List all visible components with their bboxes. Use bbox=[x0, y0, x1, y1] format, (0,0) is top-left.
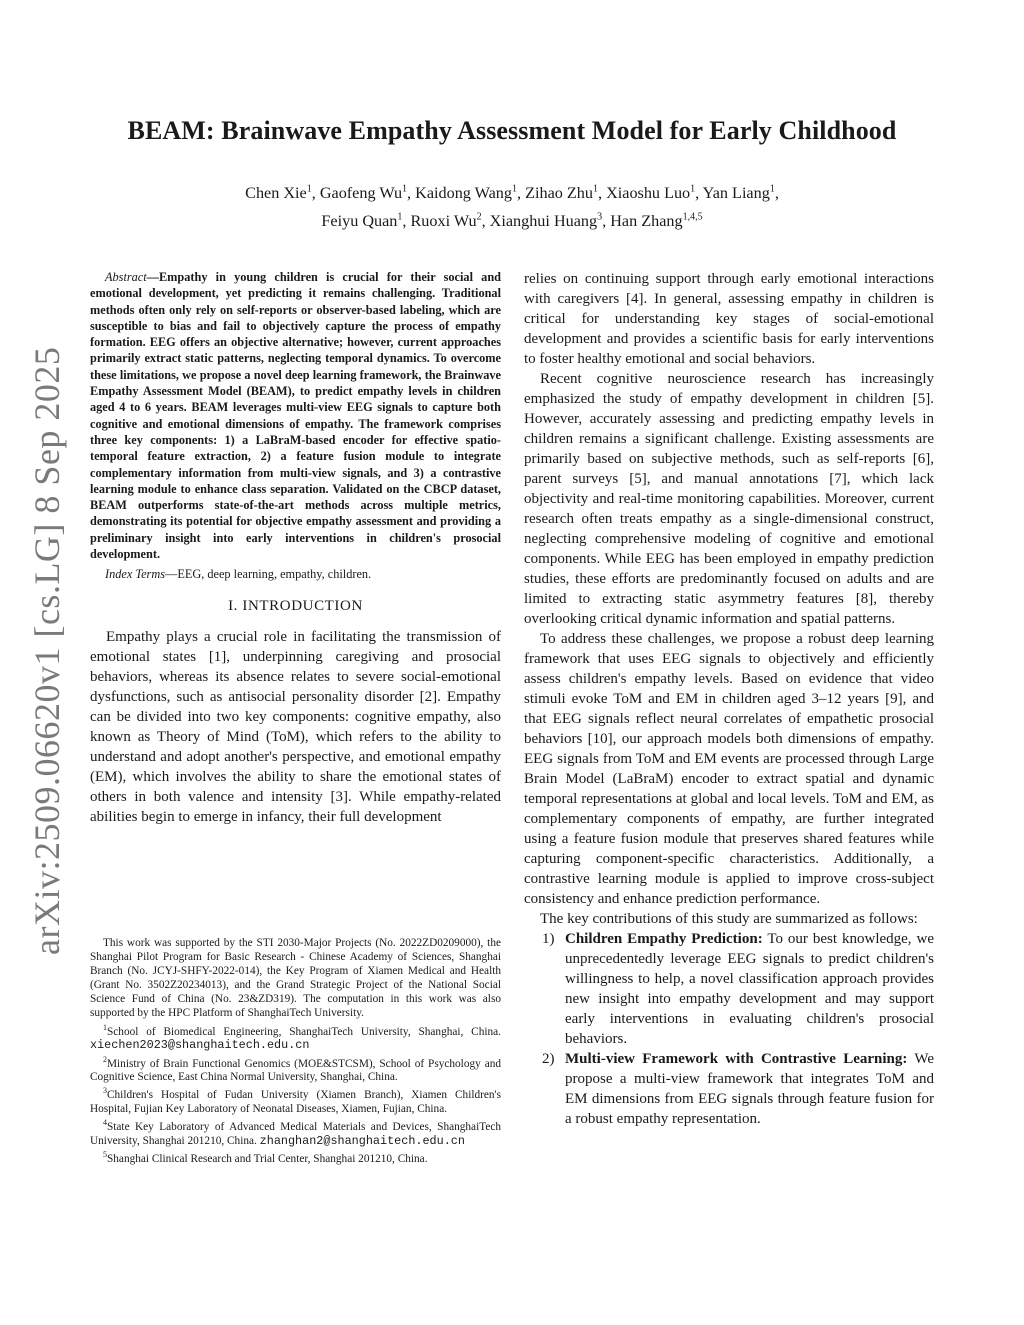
author: Zihao Zhu$^1$, bbox=[525, 184, 607, 203]
index-terms-label: Index Terms bbox=[105, 567, 166, 582]
author: Xiaoshu Luo$^1$, bbox=[606, 184, 703, 203]
paper-title: BEAM: Brainwave Empathy Assessment Model for Early Childhood bbox=[127, 116, 897, 145]
list-item: 1) Children Empathy Prediction: To our best knowledge, we unprecedentedly leverage EEG signals to predict children's willingness to help, a novel classification approach provides new insight into empathy development and may support early interventions in evaluating children's prosocial behaviors. bbox=[542, 931, 934, 1047]
abstract: Abstract—Empathy in young children is crucial for their social and emotional development, yet predicting it remains challenging. Traditional methods often only rely on self-reports or observer-based labeling, which are susceptible to bias and fail to objectively capture the process of empathy formation. EEG offers an objective alternative; however, current approaches primarily extract static patterns, neglecting temporal dynamics. To overcome these limitations, we propose a novel deep learning framework, the Brainwave Empathy Assessment Model (BEAM), to predict empathy levels in children aged 4 to 6 years. BEAM leverages multi-view EEG signals to capture both cognitive and emotional dimensions of empathy. The framework comprises three key components: 1) a LaBraM-based encoder for effective spatio-temporal feature extraction, 2) a feature fusion module to integrate complementary information from multi-view signals, and 3) a contrastive learning module to enhance class separation. Validated on the CBCP dataset, BEAM outperforms state-of-the-art methods across multiple metrics, demonstrating its potential for objective empathy assessment and providing a preliminary insight into early interventions in children's prosocial development. bbox=[90, 270, 501, 562]
left-column bbox=[90, 269, 501, 827]
affiliation-footnote-4: $^4$State Key Laboratory of Advanced Medical Materials and Devices, ShanghaiTech University, Shanghai 201210, China. zhanghan2@shanghaitech.edu.cn bbox=[90, 1118, 501, 1149]
index-terms-text: —EEG, deep learning, empathy, children. bbox=[165, 567, 372, 582]
author: Yan Liang$^1$, bbox=[702, 184, 779, 203]
author: Gaofeng Wu$^1$, bbox=[319, 184, 416, 203]
affiliation-footnote-3: $^3$Children's Hospital of Fudan University (Xiamen Branch), Xiamen Children's Hospital, Fujian Key Laboratory of Neonatal Diseases, Xiamen, Fujian, China. bbox=[90, 1086, 501, 1116]
intro-paragraph: Empathy plays a crucial role in facilitating the transmission of emotional states [1], underpinning caregiving and prosocial behaviors, whereas its absence relates to severe social-emotional dysfunctions, such as antisocial personality disorder [2]. Empathy can be divided into two key components: cognitive empathy, also known as Theory of Mind (ToM), which refers to the ability to understand and adopt another's perspective, and emotional empathy (EM), which involves the ability to share the emotional states of others in both valence and intensity [3]. While empathy-related abilities begin to emerge in infancy, their full development bbox=[90, 628, 501, 825]
abstract-text: Empathy in young children is crucial for their social and emotional development, yet predicting it remains challenging. Traditional methods often only rely on self-reports or observer-based labeling, which are susceptible to bias and fail to objectively capture the process of empathy formation. EEG offers an objective alternative; however, current approaches primarily extract static patterns, neglecting temporal dynamics. To overcome these limitations, we propose a novel deep learning framework, the Brainwave Empathy Assessment Model (BEAM), to predict empathy levels in children aged 4 to 6 years. BEAM leverages multi-view EEG signals to capture both cognitive and emotional dimensions of empathy. The framework comprises three key components: 1) a LaBraM-based encoder for effective spatio-temporal feature extraction, 2) a feature fusion module to integrate complementary information from multi-view signals, and 3) a contrastive learning module to enhance class separation. Validated on the CBCP dataset, BEAM outperforms state-of-the-art methods across multiple metrics, demonstrating its potential for objective empathy assessment and providing a preliminary insight into early interventions in children's prosocial development. bbox=[90, 270, 501, 562]
body-paragraph: The key contributions of this study are summarized as follows: bbox=[540, 911, 918, 927]
author: Feiyu Quan$^1$, bbox=[321, 211, 411, 230]
email: zhanghan2@shanghaitech.edu.cn bbox=[259, 1134, 465, 1149]
footnotes bbox=[90, 936, 501, 1166]
list-item: 2) Multi-view Framework with Contrastive Learning: We propose a multi-view framework that integrates ToM and EM dimensions from EEG signals through feature fusion for a robust empathy representation. bbox=[542, 1051, 935, 1127]
right-column bbox=[524, 269, 934, 1129]
author: Ruoxi Wu$^2$, bbox=[410, 211, 490, 230]
arxiv-stamp-text: arXiv:2509.06620v1 [cs.LG] 8 Sep 2025 bbox=[27, 346, 67, 955]
body-paragraph: relies on continuing support through early emotional interactions with caregivers [4]. In general, assessing empathy in children is critical for understanding key stages of social-emotional development and provides a scientific basis for early interventions to foster healthy emotional and social behaviors. bbox=[524, 271, 934, 367]
affiliation-footnote-2: $^2$Ministry of Brain Functional Genomics (MOE&STCSM), School of Psychology and Cognitive Science, East China Normal University, Shanghai, China. bbox=[90, 1054, 501, 1084]
author: Kaidong Wang$^1$, bbox=[415, 184, 526, 203]
affiliation-footnote-5: $^5$Shanghai Clinical Research and Trial Center, Shanghai 201210, China. bbox=[103, 1150, 428, 1166]
author: Han Zhang$^{1,4,5}$ bbox=[610, 211, 703, 230]
funding-footnote: This work was supported by the STI 2030-Major Projects (No. 2022ZD0209000), the Shanghai Pilot Program for Basic Research - Chinese Academy of Sciences, Shanghai Branch (No. JCYJ-SHFY-2022-014), the Key Program of Xiamen Medical and Health (Grant No. 3502Z20234013), and the Grand Strategic Project of the National Social Science Fund of China (No. 23&ZD319). The computation in this work was also supported by the HPC Platform of ShanghaiTech University. bbox=[90, 937, 501, 1020]
affiliation-footnote-1: $^1$School of Biomedical Engineering, ShanghaiTech University, Shanghai, China. xiechen2023@shanghaitech.edu.cn bbox=[90, 1022, 501, 1053]
email: xiechen2023@shanghaitech.edu.cn bbox=[90, 1038, 310, 1053]
body-paragraph: To address these challenges, we propose a robust deep learning framework that uses EEG signals to objectively and efficiently assess children's empathy levels. Based on evidence that video stimuli evoke ToM and EM in children aged 3–12 years [9], and that EEG signals reflect neural correlates of empathetic prosocial behaviors [10], our approach models both dimensions of empathy. EEG signals from ToM and EM events are processed through Large Brain Model (LaBraM) encoder to extract spatial and dynamic temporal representations at global and local levels. ToM and EM, as complementary components of empathy, are further integrated using a feature fusion module that preserves shared features while capturing component-specific characteristics. Additionally, a contrastive learning module is applied to improve cross-subject consistency and enhance prediction performance. bbox=[524, 631, 934, 907]
contributions-list bbox=[524, 929, 934, 1129]
body-paragraph: Recent cognitive neuroscience research has increasingly emphasized the study of empathy development in children [5]. However, accurately assessing and predicting empathy levels in children remains a significant challenge. Existing assessments are primarily based on subjective methods, such as self-reports [6], parent surveys [5], and manual annotations [7], which lack objectivity and real-time monitoring capabilities. Moreover, current research often treats empathy as a single-dimensional construct, neglecting comprehensive modeling of cognitive and emotional components. While EEG has been employed in empathy prediction studies, these efforts are predominantly focused on adults and are limited to extracting static asymmetry features [8], thereby overlooking critical dynamic information and spatial patterns. bbox=[524, 371, 934, 627]
index-terms bbox=[90, 566, 501, 582]
author-list bbox=[150, 178, 874, 233]
author: Xianghui Huang$^3$, bbox=[489, 211, 611, 230]
section-heading-introduction: I. INTRODUCTION bbox=[228, 597, 363, 614]
author: Chen Xie$^1$, bbox=[245, 184, 320, 203]
abstract-label: Abstract bbox=[105, 270, 147, 284]
